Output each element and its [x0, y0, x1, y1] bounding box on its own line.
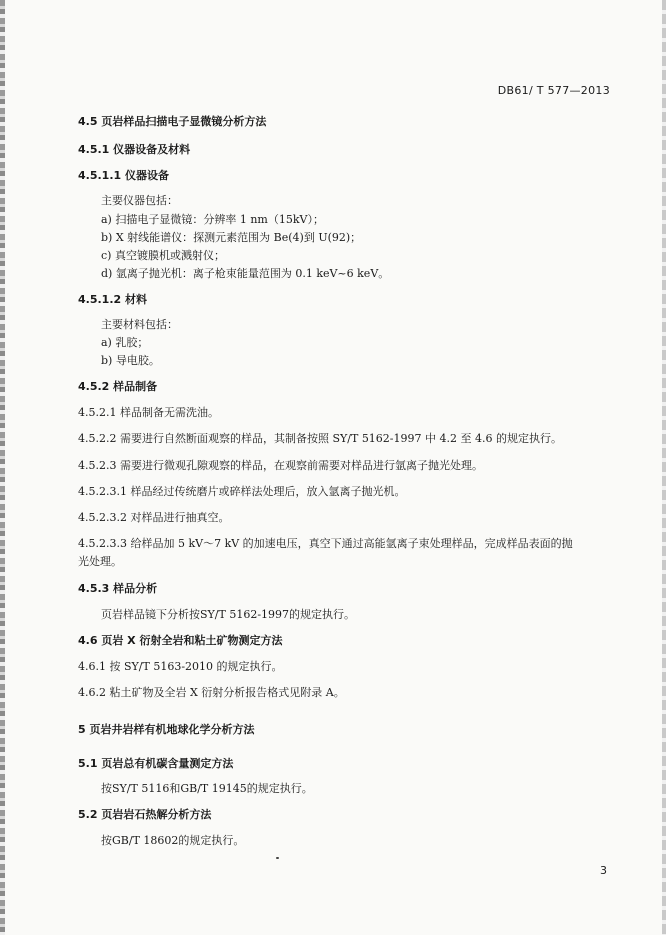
clause-text: 4.6.1 按 SY/T 5163-2010 的规定执行。: [78, 660, 283, 673]
section-heading-5-1: 5.1 页岩总有机碳含量测定方法: [78, 757, 234, 770]
list-item: b) X 射线能谱仪：探测元素范围为 Be(4)到 U(92)；: [101, 231, 362, 244]
section-heading-5-2: 5.2 页岩岩石热解分析方法: [78, 808, 212, 821]
list-item: d) 氩离子抛光机：离子枪束能量范围为 0.1 keV~6 keV。: [101, 267, 390, 280]
body-text: 主要材料包括：: [101, 318, 178, 331]
clause-text: 4.5.2.1 样品制备无需洗油。: [78, 406, 219, 419]
section-heading-4-5-2: 4.5.2 样品制备: [78, 380, 158, 393]
list-item: a) 扫描电子显微镜：分辨率 1 nm（15kV）；: [101, 213, 324, 226]
scan-left-edge: [0, 0, 5, 935]
section-heading-4-5-1-2: 4.5.1.2 材料: [78, 293, 147, 306]
clause-text: 4.5.2.3 需要进行微观孔隙观察的样品，在观察前需要对样品进行氩离子抛光处理。: [78, 459, 483, 472]
section-heading-4-5-1-1: 4.5.1.1 仪器设备: [78, 169, 169, 182]
list-item: c) 真空镀膜机或溅射仪；: [101, 249, 225, 262]
body-text: 按SY/T 5116和GB/T 19145的规定执行。: [101, 782, 313, 795]
body-text: 主要仪器包括：: [101, 194, 178, 207]
scan-speck: [276, 857, 279, 859]
section-heading-4-6: 4.6 页岩 X 衍射全岩和粘土矿物测定方法: [78, 634, 283, 647]
list-item: b) 导电胶。: [101, 354, 160, 367]
clause-text: 4.6.2 粘土矿物及全岩 X 衍射分析报告格式见附录 A。: [78, 686, 345, 699]
clause-text-continued: 光处理。: [78, 555, 122, 568]
clause-text: 4.5.2.3.1 样品经过传统磨片或碎样法处理后，放入氩离子抛光机。: [78, 485, 406, 498]
document-code-header: DB61/ T 577—2013: [497, 84, 610, 97]
scan-right-edge: [662, 0, 666, 935]
body-text: 页岩样品镜下分析按SY/T 5162-1997的规定执行。: [101, 608, 356, 621]
clause-text: 4.5.2.3.3 给样品加 5 kV～7 kV 的加速电压，真空下通过高能氩离子束处理样品，完成样品表面的抛: [78, 537, 573, 550]
section-heading-5: 5 页岩井岩样有机地球化学分析方法: [78, 723, 255, 736]
clause-text: 4.5.2.2 需要进行自然断面观察的样品，其制备按照 SY/T 5162-1997 中 4.2 至 4.6 的规定执行。: [78, 432, 562, 445]
section-heading-4-5-1: 4.5.1 仪器设备及材料: [78, 143, 191, 156]
list-item: a) 乳胶；: [101, 336, 149, 349]
section-heading-4-5-3: 4.5.3 样品分析: [78, 582, 158, 595]
section-heading-4-5: 4.5 页岩样品扫描电子显微镜分析方法: [78, 115, 267, 128]
page-number: 3: [600, 864, 607, 877]
body-text: 按GB/T 18602的规定执行。: [101, 834, 245, 847]
clause-text: 4.5.2.3.2 对样品进行抽真空。: [78, 511, 230, 524]
